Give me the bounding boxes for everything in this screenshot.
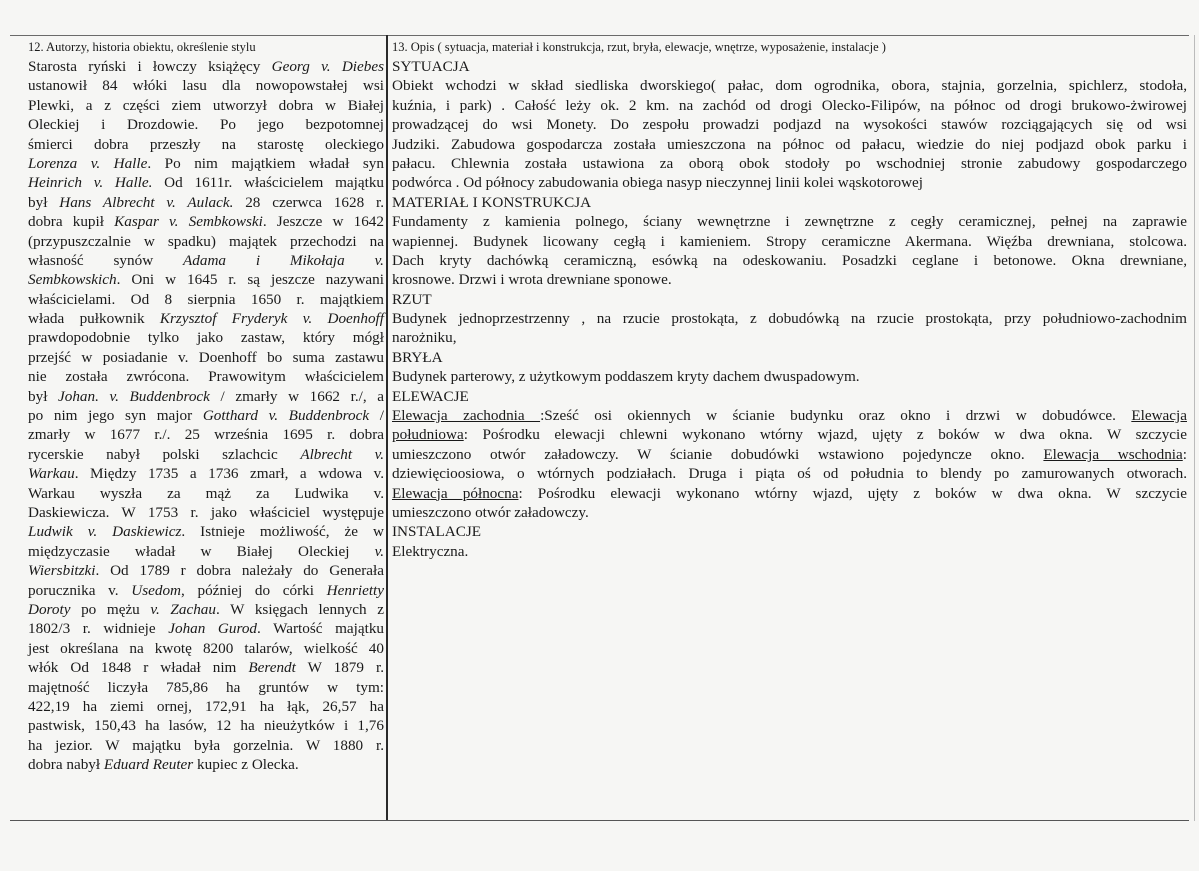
history-line	[28, 193, 384, 212]
text-segment: v.	[374, 542, 384, 560]
history-line	[28, 542, 384, 561]
text-segment: Elektryczna.	[392, 542, 469, 560]
history-column	[28, 40, 384, 774]
text-segment: Judziki. Zabudowa gospodarcza została umieszczona na północ od pałacu, wiedzie do niej podjazd obok parku i	[392, 135, 1187, 153]
history-line	[28, 716, 384, 735]
description-header: 13. Opis ( sytuacja, materiał i konstrukcja, rzut, bryła, elewacje, wnętrze, wyposażenie, instalacje )	[392, 40, 886, 54]
text-segment: Starosta ryński i łowczy książęcy	[28, 58, 272, 75]
history-line	[28, 561, 384, 580]
description-line	[392, 484, 1187, 503]
description-line	[392, 445, 1187, 464]
section-title	[392, 387, 1187, 406]
text-segment: 28 czerwca 1628 r.	[233, 193, 385, 211]
history-text	[28, 57, 384, 774]
bottom-rule	[10, 820, 1189, 821]
text-segment: W 1879 r.	[295, 659, 384, 677]
text-segment: v. Zachau	[150, 600, 216, 618]
text-segment: pastwisk, 150,43 ha lasów, 12 ha nieużytków i 1,76	[28, 717, 384, 735]
text-segment: Adama i Mikołaja v.	[183, 251, 384, 269]
text-segment: . Po nim majątkiem władał syn	[147, 154, 384, 172]
text-segment: 1802/3 r. widnieje	[28, 620, 169, 638]
history-line	[28, 581, 384, 600]
text-segment: dobra kupił	[28, 213, 115, 231]
text-segment: : Pośrodku elewacji wykonano wtórny wjazd, ujęty z boków w dwa okna. W szczycie	[518, 484, 1187, 502]
text-segment: rycerskie nabył polski szlachcic	[28, 445, 301, 463]
description-line	[392, 464, 1187, 483]
history-line	[28, 232, 384, 251]
history-line	[28, 600, 384, 619]
history-line	[28, 619, 384, 638]
text-segment: włada pułkownik	[28, 310, 160, 328]
history-line	[28, 639, 384, 658]
history-line	[28, 212, 384, 231]
text-segment: Plewki, a z części ziem utworzył dobra w Białej	[28, 96, 384, 114]
text-segment: . W księgach lennych z	[216, 600, 384, 618]
text-segment: Budynek parterowy, z użytkowym poddaszem kryty dachem dwuspadowym.	[392, 368, 860, 386]
text-segment: właścicielami. Od 8 sierpnia 1650 r. majątkiem	[28, 290, 384, 308]
history-line	[28, 154, 384, 173]
text-segment: kuźnia, i park) . Całość leży ok. 2 km. na zachód od drogi Olecko-Filipów, na północ od drogi brukowo-żwirowej	[392, 96, 1187, 114]
text-segment: Doroty	[28, 600, 71, 618]
description-line	[392, 115, 1187, 134]
text-segment: Ludwik v. Daskiewicz	[28, 523, 182, 541]
history-line	[28, 135, 384, 154]
description-line	[392, 232, 1187, 251]
text-segment: RZUT	[392, 290, 432, 308]
text-segment: :	[1182, 445, 1187, 463]
section-title	[392, 193, 1187, 212]
history-line	[28, 328, 384, 347]
text-segment: porucznika v.	[28, 581, 132, 599]
text-segment: ustanowił 84 włóki lasu dla nowopowstałej wsi	[28, 77, 384, 95]
text-segment: ha jezior. W majątku była gorzelnia. W 1880 r.	[28, 736, 384, 754]
text-segment: MATERIAŁ I KONSTRUKCJA	[392, 193, 592, 211]
text-segment: Oleckiej i Drozdowie. Po jego bezpotomnej	[28, 116, 384, 134]
text-segment: Elewacja wschodnia	[1043, 445, 1183, 463]
text-segment: prawdopodobnie tylko jako zastaw, który mógł	[28, 329, 384, 347]
text-segment: Warkau	[28, 465, 75, 483]
text-segment: : Pośrodku elewacji chlewni wykonano wtórny wjazd, ujęty z boków w dwa okna. W szczycie	[463, 426, 1187, 444]
text-segment: , później do córki	[181, 581, 327, 599]
history-line	[28, 290, 384, 309]
text-segment: Elewacja zachodnia	[392, 407, 541, 425]
section-title	[392, 290, 1187, 309]
text-segment: śmierci dobra przeszły na starostę oleckiego	[28, 135, 384, 153]
history-line	[28, 387, 384, 406]
section-title	[392, 57, 1187, 76]
history-line	[28, 445, 384, 464]
text-segment: Dach kryty dachówką ceramiczną, esówką na odeskowaniu. Posadzki ceglane i betonowe. Okna drewniane,	[392, 251, 1187, 269]
text-segment: Georg v. Diebes	[271, 58, 384, 75]
text-segment: Gotthard v. Buddenbrock	[202, 407, 370, 425]
text-segment: międzyczasie władał w Białej Oleckiej	[28, 542, 375, 560]
history-line	[28, 115, 384, 134]
section-title	[392, 522, 1187, 541]
text-segment: . Oni w 1645 r. są jeszcze nazywani	[116, 271, 384, 289]
text-segment: Johan. v. Buddenbrock	[58, 387, 210, 405]
text-segment: zmarły w 1677 r./. 25 września 1695 r. dobra	[28, 426, 384, 444]
text-segment: Krzysztof Fryderyk v. Doenhoff	[159, 310, 384, 328]
history-line	[28, 522, 384, 541]
text-segment: Fundamenty z kamienia polnego, ściany wewnętrzne i zewnętrzne z cegły ceramicznej, pełnej na zaprawie	[392, 213, 1187, 231]
text-segment: podwórca . Od północy zabudowania obiega nasyp nieczynnej linii kolei wąskotorowej	[392, 174, 923, 192]
text-segment: . Wartość majątku	[257, 620, 385, 638]
text-segment: Usedom	[131, 581, 182, 599]
text-segment: Johan Gurod	[168, 620, 258, 638]
text-segment: . Od 1789 r dobra należały do Generała	[95, 562, 384, 580]
text-segment: południowa	[392, 426, 464, 444]
text-segment: Od 1611r. właścicielem majątku	[152, 174, 385, 192]
text-segment: Berendt	[248, 659, 296, 677]
description-column	[392, 40, 1187, 561]
description-line	[392, 135, 1187, 154]
text-segment: Eduard Reuter	[103, 756, 194, 774]
history-line	[28, 697, 384, 716]
text-segment: nie została zwrócona. Prawowitym właścicielem	[28, 368, 384, 386]
text-segment: własność synów	[28, 251, 183, 269]
text-segment: 422,19 ha ziemi ornej, 172,91 ha łąk, 26,57 ha	[28, 697, 384, 715]
description-line	[392, 309, 1187, 328]
description-line	[392, 212, 1187, 231]
description-text	[392, 57, 1187, 561]
text-segment: Henrietty	[326, 581, 384, 599]
text-segment: po nim jego syn major	[28, 407, 203, 425]
text-segment: prowadzącej do wsi Monety. Do zespołu prowadzi podjazd na wysokości stawów rozciągających się od wsi	[392, 116, 1187, 134]
history-line	[28, 484, 384, 503]
text-segment: BRYŁA	[392, 348, 443, 366]
history-line	[28, 367, 384, 386]
history-line	[28, 76, 384, 95]
text-segment: . Między 1735 a 1736 zmarł, a wdowa v.	[74, 465, 384, 483]
text-segment: narożniku,	[392, 329, 457, 347]
text-segment: Hans Albrecht v. Aulack.	[59, 193, 234, 211]
top-rule	[10, 35, 1189, 36]
description-line	[392, 270, 1187, 289]
description-line	[392, 425, 1187, 444]
history-line	[28, 406, 384, 425]
text-segment: Budynek jednoprzestrzenny , na rzucie prostokąta, z dobudówką na rzucie prostokąta, przy południowo-zachodnim	[392, 310, 1187, 328]
description-line	[392, 173, 1187, 192]
description-line	[392, 503, 1187, 522]
history-line	[28, 270, 384, 289]
history-line	[28, 348, 384, 367]
column-divider	[386, 35, 388, 821]
text-segment: pałacu. Chlewnia została ustawiona za oborą obok stodoły po wschodniej stronie zabudowy gospodarczego	[392, 154, 1187, 172]
text-segment: / zmarły w 1662 r./, a	[209, 387, 384, 405]
text-segment: . Jeszcze w 1642	[262, 213, 384, 231]
history-line	[28, 658, 384, 677]
history-line	[28, 755, 384, 774]
text-segment: wapiennej. Budynek licowany cegłą i kamieniem. Stropy ceramiczne Akermana. Więźba drewniana, stolcowa.	[392, 232, 1187, 250]
text-segment: włók Od 1848 r władał nim	[28, 659, 249, 677]
description-line	[392, 96, 1187, 115]
history-header: 12. Autorzy, historia obiektu, określenie stylu	[28, 40, 256, 54]
text-segment: był	[28, 387, 58, 405]
text-segment: krosnowe. Drzwi i wrota drewniane sponowe.	[392, 271, 672, 289]
history-line	[28, 678, 384, 697]
text-segment: jest określana na kwotę 8200 talarów, wielkość 40	[28, 639, 384, 657]
text-segment: Albrecht v.	[300, 445, 384, 463]
text-segment: Elewacja północna	[392, 484, 519, 502]
history-line	[28, 251, 384, 270]
text-segment: był	[28, 193, 60, 211]
history-line	[28, 503, 384, 522]
description-line	[392, 154, 1187, 173]
text-segment: dziewięcioosiowa, o wtórnych podziałach. Druga i piąta oś od południa to blendy po zamurowanych otworach.	[392, 465, 1187, 483]
history-line	[28, 309, 384, 328]
text-segment: SYTUACJA	[392, 58, 470, 75]
history-line	[28, 173, 384, 192]
text-segment: Daskiewicza. W 1753 r. jako właściciel występuje	[28, 503, 384, 521]
text-segment: Warkau wyszła za mąż za Ludwika v.	[28, 484, 384, 502]
text-segment: (przypuszczalnie w spadku) majątek przechodzi na	[28, 232, 384, 250]
description-line	[392, 406, 1187, 425]
history-line	[28, 425, 384, 444]
history-line	[28, 464, 384, 483]
text-segment: . Istnieje możliwość, że w	[181, 523, 384, 541]
history-line	[28, 96, 384, 115]
text-segment: umieszczono otwór załadowczy. W ścianie dobudówki wstawiono pojedyncze okno.	[392, 445, 1044, 463]
text-segment: Wiersbitzki	[28, 562, 96, 580]
description-line	[392, 367, 1187, 386]
text-segment: przejść w posiadanie v. Doenhoff bo suma zastawu	[28, 348, 384, 366]
text-segment: kupiec z Olecka.	[193, 756, 299, 774]
text-segment: Elewacja	[1131, 407, 1187, 425]
right-edge-rule	[1194, 35, 1195, 821]
text-segment: Heinrich v. Halle.	[28, 174, 153, 192]
text-segment: Obiekt wchodzi w skład siedliska dworskiego( pałac, dom ogrodnika, obora, stajnia, gorzelnia, spichlerz, stodoła,	[392, 77, 1187, 95]
history-line	[28, 736, 384, 755]
description-line	[392, 251, 1187, 270]
text-segment: po mężu	[70, 600, 151, 618]
description-line	[392, 76, 1187, 95]
history-line	[28, 57, 384, 76]
text-segment: INSTALACJE	[392, 523, 482, 541]
description-line	[392, 328, 1187, 347]
text-segment: :Sześć osi okiennych w ścianie budynku oraz okno i drzwi w dobudówce.	[540, 407, 1132, 425]
text-segment: umieszczono otwór załadowczy.	[392, 503, 589, 521]
section-title	[392, 348, 1187, 367]
text-segment: /	[369, 407, 384, 425]
text-segment: majętność liczyła 785,86 ha gruntów w tym:	[28, 678, 384, 696]
text-segment: dobra nabył	[28, 756, 104, 774]
text-segment: ELEWACJE	[392, 387, 469, 405]
text-segment: Sembkowskich	[28, 271, 117, 289]
text-segment: Lorenza v. Halle	[28, 154, 148, 172]
text-segment: Kaspar v. Sembkowski	[114, 213, 263, 231]
description-line	[392, 542, 1187, 561]
